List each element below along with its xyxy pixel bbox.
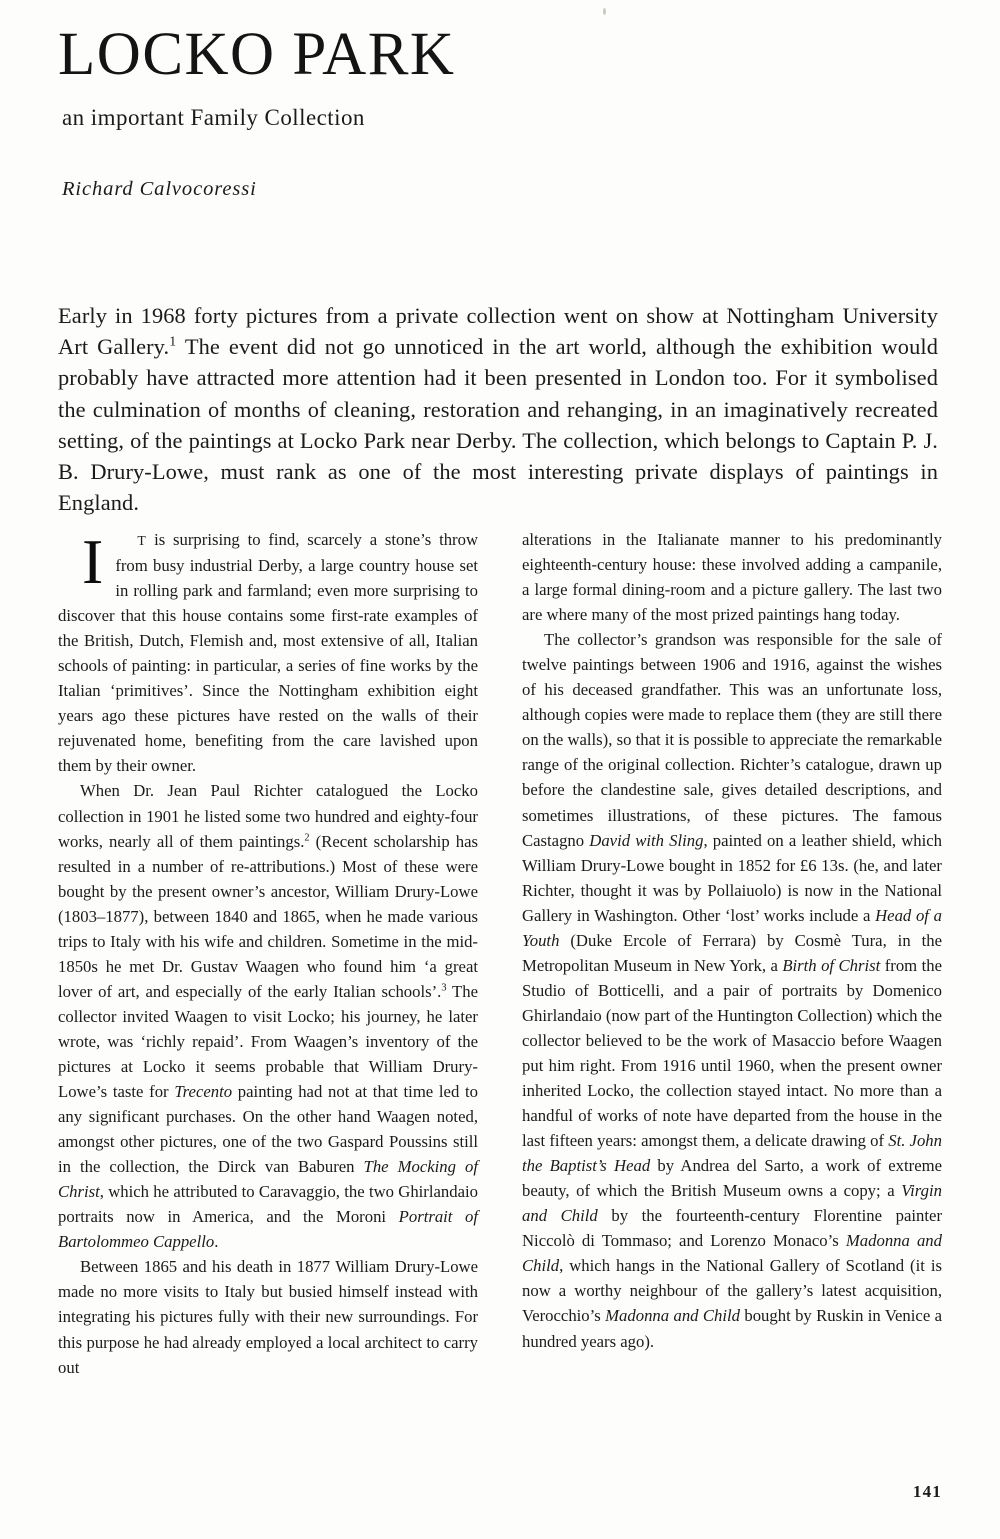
rp2-seg-3: (Duke Ercole of Ferrara) by Cosmè Tura, in the Metropolitan Museum in New York, a: [522, 930, 942, 975]
lead-text-part-1: Early in 1968 forty pictures from a private collection went on show at Nottingham University Art Gallery.: [58, 303, 938, 360]
artwork-title-bartolommeo-cappello: Portrait of Bartolommeo Cappello: [58, 1207, 478, 1252]
artwork-title-mocking-of-christ: The Mocking of Christ: [58, 1157, 478, 1202]
lp2-seg-5: , which he attributed to Caravaggio, the two Ghirlandaio portraits now in America, and the Moroni: [58, 1182, 478, 1227]
artwork-title-david-with-sling: David with Sling: [589, 830, 704, 850]
lp2-seg-6: .: [214, 1232, 219, 1252]
lp2-seg-2: (Recent scholarship has resulted in a number of re-attributions.) Most of these were bought by the present owner’s ancestor, William Drury-Lowe (1803–1877), between 1840 and 1865, when he made various trips to Italy with his wife and children. Sometime in the mid-1850s he met Dr. Gustav Waagen who found him ‘a great lover of art, and especially of the early Italian schools’.: [58, 831, 479, 1001]
artwork-title-st-john-the-baptists-head: St. John the Baptist’s Head: [522, 1131, 942, 1176]
page-title: LOCKO PARK: [58, 21, 456, 88]
rp2-seg-4: from the Studio of Botticelli, and a pair of portraits by Domenico Ghirlandaio (now part of the Huntington Collection) which the collector believed to be the work of Masaccio before Waagen put him right. From 1916 until 1960, when the present owner inherited Locko, the collection stayed intact. No more than a handful of works of note have departed from the house in the last fifteen years: amongst them, a delicate drawing of: [522, 955, 942, 1151]
rp2-seg-1: The collector’s grandson was responsible for the sale of twelve paintings between 1906 and 1916, against the wishes of his deceased grandfather. This was an unfortunate loss, although copies were made to replace them (they are still there on the walls), so that it is possible to appreciate the remarkable range of the original collection. Richter’s catalogue, drawn up before the clandestine sale, gives detailed descriptions, and sometimes illustrations, of these pictures. The famous Castagno: [522, 630, 942, 850]
artwork-title-virgin-and-child: Virgin and Child: [522, 1181, 942, 1226]
left-column: [58, 527, 478, 1457]
drop-cap-letter: I: [82, 526, 104, 597]
footnote-marker-3: 3: [441, 982, 447, 994]
rp2-seg-5: by Andrea del Sarto, a work of extreme beauty, of which the British Museum owns a copy; a: [522, 1156, 942, 1201]
left-paragraph-3: Between 1865 and his death in 1877 William Drury-Lowe made no more visits to Italy but busied himself instead with integrating his pictures fully with their new surroundings. For this purpose he had already employed a local architect to carry out: [58, 1257, 478, 1377]
footnote-marker-1: 1: [169, 334, 177, 350]
left-paragraph-1-text: is surprising to find, scarcely a stone’s throw from busy industrial Derby, a large country house set in rolling park and farmland; even more surprising to discover that this house contains some first-rate examples of the British, Dutch, Flemish and, most extensive of all, Italian schools of painting: in particular, a series of fine works by the Italian ‘primitives’. Since the Nottingham exhibition eight years ago these pictures have rested on the walls of their rejuvenated home, benefiting from the care lavished upon them by their owner.: [58, 530, 478, 776]
lp2-seg-3: The collector invited Waagen to visit Locko; his journey, he later wrote, was ‘richly repaid’. From Waagen’s inventory of the pictures at Locko it seems probable that William Drury-Lowe’s taste for: [58, 981, 478, 1102]
rp2-seg-6: by the fourteenth-century Florentine painter Niccolò di Tommaso; and Lorenzo Monaco’s: [522, 1206, 943, 1251]
rp2-seg-7: , which hangs in the National Gallery of Scotland (it is now a worthy neighbour of the gallery’s latest acquisition, Verocchio’s: [522, 1256, 942, 1326]
article-author: Richard Calvocoressi: [62, 178, 257, 200]
right-column: [522, 527, 942, 1457]
page-number: 141: [912, 1482, 942, 1501]
right-paragraph-1: alterations in the Italianate manner to his predominantly eighteenth-century house: these involved adding a campanile, a large formal dining-room and a picture gallery. The last two are where many of the most prized paintings hang today.: [522, 530, 942, 625]
small-caps-letter: T: [137, 533, 147, 548]
body-columns: [58, 527, 942, 1457]
left-paragraph-1: [58, 527, 478, 778]
lead-text-part-2: The event did not go unnoticed in the art world, although the exhibition would probably have attracted more attention had it been presented in London too. For it symbolised the culmination of months of cleaning, restoration and rehanging, in an imaginatively recreated setting, of the paintings at Locko Park near Derby. The collection, which belongs to Captain P. J. B. Drury-Lowe, must rank as one of the most interesting private displays of paintings in England.: [58, 334, 938, 516]
artwork-title-madonna-and-child-verocchio: Madonna and Child: [605, 1306, 740, 1326]
scan-speck: [603, 8, 606, 15]
lp2-seg-4: painting had not at that time led to any significant purchases. On the other hand Waagen noted, amongst other pictures, one of the two Gaspard Poussins still in the collection, the Dirck van Baburen: [58, 1082, 478, 1177]
rp2-seg-2: , painted on a leather shield, which William Drury-Lowe bought in 1852 for £6 13s. (he, and later Richter, thought it was by Pollaiuolo) is now in the National Gallery in Washington. Other ‘lost’ works include a: [522, 830, 942, 925]
lp2-seg-1: When Dr. Jean Paul Richter catalogued the Locko collection in 1901 he listed some two hundred and eighty-four works, nearly all of them paintings.: [58, 781, 478, 851]
artwork-title-birth-of-christ: Birth of Christ: [782, 955, 881, 975]
right-paragraph-2: [522, 627, 942, 1353]
article-masthead: [58, 21, 942, 132]
left-paragraph-2: [58, 778, 478, 1254]
footnote-marker-2: 2: [304, 832, 310, 843]
lead-paragraph: [58, 300, 938, 518]
rp2-seg-8: bought by Ruskin in Venice a hundred years ago).: [522, 1306, 943, 1351]
article-subtitle: an important Family Collection: [62, 105, 365, 130]
artwork-title-trecento: Trecento: [174, 1082, 233, 1102]
artwork-title-head-of-a-youth: Head of a Youth: [522, 905, 942, 950]
artwork-title-madonna-and-child-monaco: Madonna and Child: [522, 1231, 942, 1276]
